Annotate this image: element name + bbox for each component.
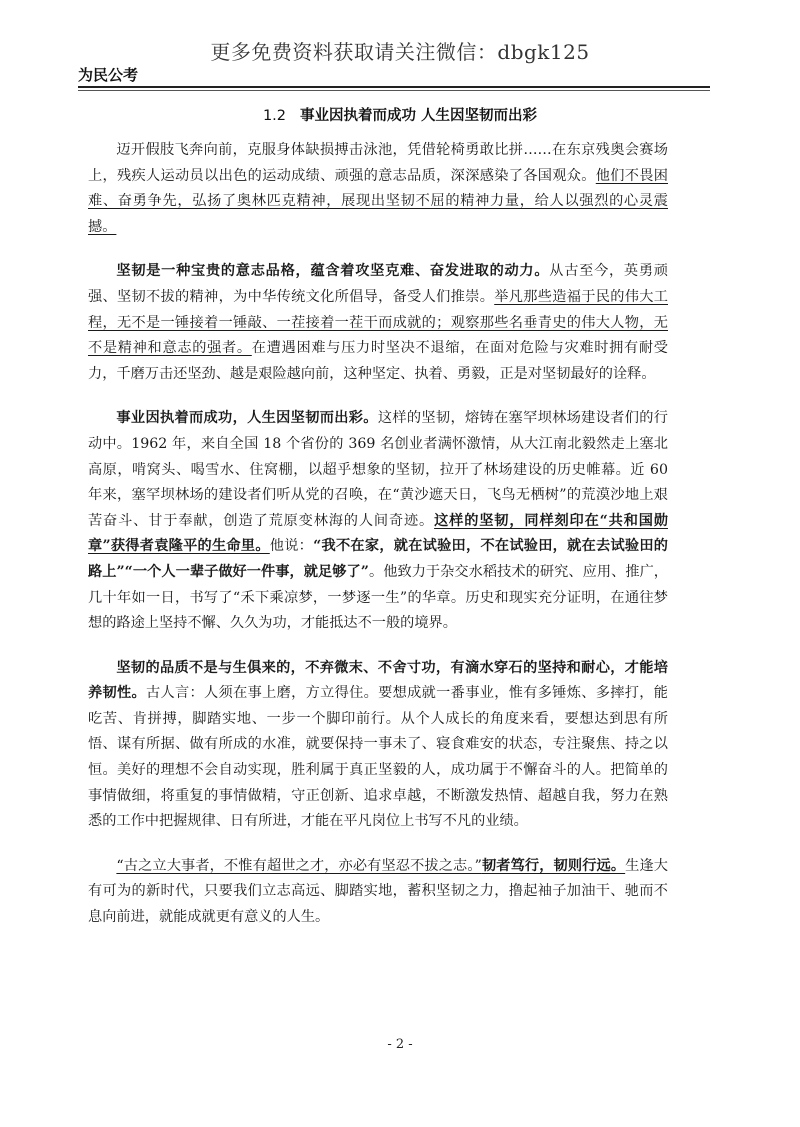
paragraph-5-emphasis: 韧者笃行，韧则行远。 [481, 857, 626, 874]
paragraph-3-quote: “我不在家，就在试验田，不在试验田，就在去试验田的路上”“一个人一辈子做好一件事，就足够了” [88, 538, 668, 580]
paragraph-4-text: 古人言：人须在事上磨，方立得住。要想成就一番事业，惟有多锤炼、多摔打，能吃苦、肯拼搏，脚踏实地、一步一个脚印前行。从个人成长的角度来看，要想达到思有所悟、谋有所据、做有所成的水准，就要保持一事未了、寝食难安的状态，专注聚焦、持之以恒。美好的理想不会自动实现，胜利属于真正坚毅的人，成功属于不懈奋斗的人。把简单的事情做细，将重复的事情做精，守正创新、追求卓越，不断激发热情、超越自我，努力在熟悉的工作中把握规律、日有所进，才能在平凡岗位上书写不凡的业绩。 [88, 685, 668, 830]
paragraph-4 [88, 656, 668, 835]
paragraph-2-text: 从古至今，英勇顽强、坚韧不拔的精神，为中华传统文化所倡导，备受人们推崇。 [88, 263, 668, 305]
page-number: - 2 - [387, 1037, 413, 1052]
paragraph-3-emphasis: 这样的坚韧，同样刻印在“共和国勋章”获得者袁隆平的生命里。 [88, 512, 668, 555]
article-body [88, 138, 668, 950]
section-number: 1.2 [262, 108, 286, 124]
paragraph-1-text: 迈开假肢飞奔向前，克服身体缺损搏击泳池，凭借轮椅勇敢比拼……在东京残奥会赛场上，残疾人运动员以出色的运动成绩、顽强的意志品质，深深感染了各国观众。 [88, 142, 668, 184]
paragraph-1 [88, 138, 668, 240]
watermark-text: 更多免费资料获取请关注微信：dbgk125 [210, 40, 590, 64]
section-title [0, 104, 800, 125]
header-divider-thin [78, 90, 710, 91]
paragraph-2-underlined: 举凡那些造福于民的伟大工程，无不是一锤接着一锤敲、一茬接着一茬干而成就的；观察那些名垂青史的伟大人物，无不是精神和意志的强者。 [88, 288, 668, 357]
paragraph-5-text: 生逢大有可为的新时代，只要我们立志高远、脚踏实地，蓄积坚韧之力，撸起袖子加油干、驰而不息向前进，就能成就更有意义的人生。 [88, 857, 668, 926]
paragraph-3-tail: 。他致力于杂交水稻技术的研究、应用、推广，几十年如一日，书写了“禾下乘凉梦，一梦逐一生”的华章。历史和现实充分证明，在通往梦想的路途上坚持不懈、久久为功，才能抵达不一般的境界。 [88, 563, 668, 632]
section-heading: 事业因执着而成功 人生因坚韧而出彩 [300, 108, 538, 124]
paragraph-3 [88, 406, 668, 636]
paragraph-2-tail: 在遭遇困难与压力时坚决不退缩，在面对危险与灾难时拥有耐受力，千磨万击还坚劲、越是艰险越向前，这种坚定、执着、勇毅，正是对坚韧最好的诠释。 [88, 340, 668, 382]
header-brand: 为民公考 [78, 66, 139, 84]
paragraph-1-underlined: 他们不畏困难、奋勇争先，弘扬了奥林匹克精神，展现出坚韧不屈的精神力量，给人以强烈的心灵震撼。 [88, 167, 668, 235]
paragraph-5 [88, 854, 668, 931]
paragraph-3-text: 这样的坚韧，熔铸在塞罕坝林场建设者们的行动中。1962 年，来自全国 18 个省份的 369 名创业者满怀激情，从大江南北毅然走上塞北高原，啃窝头、喝雪水、住窝棚，以超乎想象的坚韧，拉开了林场建设的历史帷幕。近 60 年来，塞罕坝林场的建设者们听从党的召唤，在“黄沙遮天日，飞鸟无栖树”的荒漠沙地上艰苦奋斗、甘于奉献，创造了荒原变林海的人间奇迹。 [88, 410, 668, 529]
paragraph-3-lead: 事业因执着而成功，人生因坚韧而出彩。 [116, 410, 378, 427]
header-divider [78, 86, 710, 88]
paragraph-5-quote: “古之立大事者，不惟有超世之才，亦必有坚忍不拔之志。” [116, 857, 482, 874]
paragraph-2 [88, 259, 668, 387]
paragraph-3-said: 他说： [269, 538, 314, 555]
paragraph-4-lead: 坚韧的品质不是与生俱来的，不弃微末、不舍寸功，有滴水穿石的坚持和耐心，才能培养韧性。 [88, 659, 668, 702]
paragraph-2-lead: 坚韧是一种宝贵的意志品格，蕴含着攻坚克难、奋发进取的动力。 [116, 263, 550, 280]
